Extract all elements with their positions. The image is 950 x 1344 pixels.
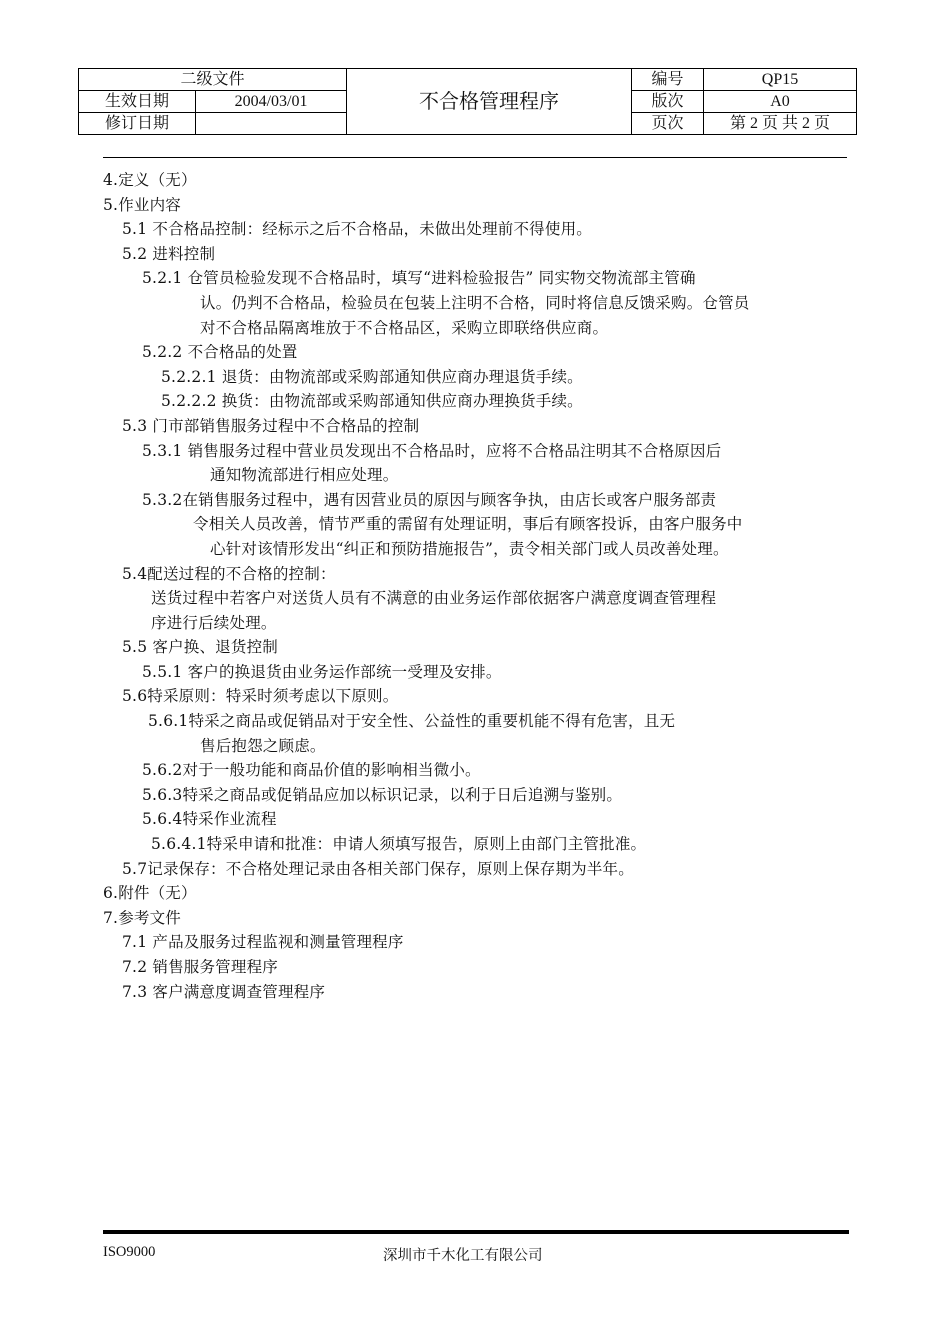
section-5-6-3: 5.6.3特采之商品或促销品应加以标识记录，以利于日后追溯与鉴别。: [142, 785, 623, 804]
section-5-heading: 5.作业内容: [103, 195, 181, 214]
revision-date-value: [196, 113, 347, 135]
section-5-2-1-cont: 对不合格品隔离堆放于不合格品区，采购立即联络供应商。: [200, 318, 609, 337]
section-5-5-1: 5.5.1 客户的换退货由业务运作部统一受理及安排。: [142, 662, 502, 681]
section-5-3-1: 5.3.1 销售服务过程中营业员发现出不合格品时，应将不合格品注明其不合格原因后: [142, 441, 722, 460]
section-6-heading: 6.附件（无）: [103, 884, 197, 903]
section-5-6-1-cont: 售后抱怨之顾虑。: [200, 736, 326, 755]
page-label: 页次: [632, 113, 704, 135]
document-title: 不合格管理程序: [347, 69, 632, 135]
section-5-3-2: 5.3.2在销售服务过程中，遇有因营业员的原因与顾客争执，由店长或客户服务部责: [142, 490, 717, 509]
footer-company: 深圳市千木化工有限公司: [383, 1248, 543, 1264]
section-7-heading: 7.参考文件: [103, 908, 181, 927]
section-5-3-1-cont: 通知物流部进行相应处理。: [210, 466, 399, 485]
section-5-4-text-cont: 序进行后续处理。: [151, 613, 277, 632]
section-5-2-2-heading: 5.2.2 不合格品的处置: [142, 343, 298, 362]
code-label: 编号: [632, 69, 704, 91]
section-5-2-heading: 5.2 进料控制: [122, 244, 216, 263]
effective-date-value: 2004/03/01: [196, 91, 347, 113]
reference-7-1: 7.1 产品及服务过程监视和测量管理程序: [122, 933, 404, 952]
document-body: [0, 168, 950, 1004]
section-5-1: 5.1 不合格品控制：经标示之后不合格品，未做出处理前不得使用。: [122, 220, 592, 239]
code-value: QP15: [704, 69, 857, 91]
section-5-2-2-1: 5.2.2.1 退货：由物流部或采购部通知供应商办理退货手续。: [161, 367, 583, 386]
header-divider: [103, 157, 847, 158]
section-5-7: 5.7记录保存：不合格处理记录由各相关部门保存，原则上保存期为半年。: [122, 859, 634, 878]
section-5-6-1: 5.6.1特采之商品或促销品对于安全性、公益性的重要机能不得有危害，且无: [148, 712, 676, 731]
effective-date-label: 生效日期: [79, 91, 196, 113]
section-4-heading: 4.定义（无）: [103, 171, 197, 189]
page-value: 第 2 页 共 2 页: [704, 113, 857, 135]
section-5-3-2-cont: 令相关人员改善，情节严重的需留有处理证明，事后有顾客投诉，由客户服务中: [193, 515, 743, 534]
section-5-6-2: 5.6.2对于一般功能和商品价值的影响相当微小。: [142, 761, 481, 780]
section-5-6-4-1: 5.6.4.1特采申请和批准：申请人须填写报告，原则上由部门主管批准。: [151, 835, 647, 854]
section-5-2-1-cont: 认。仍判不合格品，检验员在包装上注明不合格，同时将信息反馈采购。仓管员: [200, 293, 750, 312]
section-5-4-text: 送货过程中若客户对送货人员有不满意的由业务运作部依据客户满意度调查管理程: [151, 589, 717, 608]
section-5-5-heading: 5.5 客户换、退货控制: [122, 638, 278, 657]
version-value: A0: [704, 91, 857, 113]
document-level-label: 二级文件: [79, 69, 347, 91]
section-5-3-heading: 5.3 门市部销售服务过程中不合格品的控制: [122, 416, 420, 435]
section-5-6-heading: 5.6特采原则：特采时须考虑以下原则。: [122, 687, 399, 706]
revision-date-label: 修订日期: [79, 113, 196, 135]
footer-divider: [103, 1230, 849, 1234]
section-5-2-1: 5.2.1 仓管员检验发现不合格品时，填写“进料检验报告” 同实物交物流部主管确: [142, 269, 696, 288]
section-5-2-2-2: 5.2.2.2 换货：由物流部或采购部通知供应商办理换货手续。: [161, 392, 583, 411]
section-5-3-2-cont: 心针对该情形发出“纠正和预防措施报告”，责令相关部门或人员改善处理。: [210, 539, 729, 558]
section-5-4-heading: 5.4配送过程的不合格的控制：: [122, 564, 336, 583]
footer-standard: ISO9000: [103, 1244, 156, 1260]
reference-7-2: 7.2 销售服务管理程序: [122, 958, 278, 976]
document-header-table: [78, 68, 857, 135]
section-5-6-4-heading: 5.6.4特采作业流程: [142, 810, 277, 829]
version-label: 版次: [632, 91, 704, 113]
reference-7-3: 7.3 客户满意度调查管理程序: [122, 982, 326, 1001]
